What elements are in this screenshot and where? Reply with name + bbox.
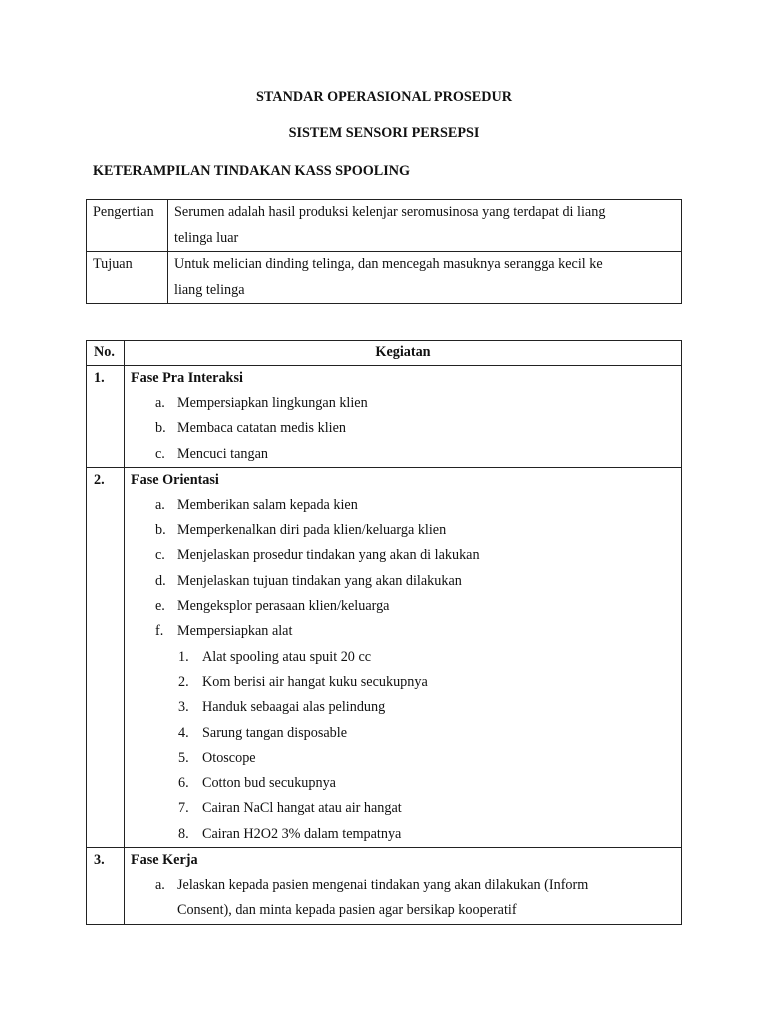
tool-marker: 2. xyxy=(178,673,189,690)
list-item xyxy=(131,493,681,518)
phase-number: 1. xyxy=(87,366,125,468)
list-marker: b. xyxy=(155,420,166,437)
tool-text: Sarung tangan disposable xyxy=(202,724,347,741)
list-text: Mencuci tangan xyxy=(177,445,268,462)
list-text: Jelaskan kepada pasien mengenai tindakan yang akan dilakukan (Inform xyxy=(177,877,589,894)
list-text: Mengeksplor perasaan klien/keluarga xyxy=(177,598,390,615)
info-value xyxy=(168,200,682,252)
list-item xyxy=(131,594,681,619)
procedure-row xyxy=(87,467,682,847)
tool-item xyxy=(131,746,681,771)
info-value xyxy=(168,252,682,304)
list-marker: c. xyxy=(155,547,165,564)
header-no: No. xyxy=(87,341,125,366)
info-line: telinga luar xyxy=(174,229,239,246)
list-item xyxy=(131,543,681,568)
list-marker: a. xyxy=(155,877,165,894)
tool-item xyxy=(131,822,681,847)
list-text: Membaca catatan medis klien xyxy=(177,420,346,437)
tool-marker: 5. xyxy=(178,749,189,766)
header-activity: Kegiatan xyxy=(125,341,682,366)
phase-title: Fase Kerja xyxy=(131,852,198,869)
tool-item xyxy=(131,695,681,720)
list-marker: c. xyxy=(155,445,165,462)
list-marker: b. xyxy=(155,522,166,539)
list-marker: a. xyxy=(155,395,165,411)
procedure-header-row xyxy=(87,341,682,366)
phase-body xyxy=(125,366,682,468)
list-marker: d. xyxy=(155,572,166,589)
list-text: Consent), dan minta kepada pasien agar bersikap kooperatif xyxy=(177,902,517,919)
list-text: Memberikan salam kepada kien xyxy=(177,496,358,513)
tool-item xyxy=(131,670,681,695)
tool-marker: 7. xyxy=(178,800,189,817)
info-table xyxy=(86,199,682,304)
tool-text: Alat spooling atau spuit 20 cc xyxy=(202,648,372,665)
tool-marker: 3. xyxy=(178,699,189,716)
procedure-table xyxy=(86,340,682,925)
tool-marker: 1. xyxy=(178,648,189,665)
procedure-row xyxy=(87,366,682,468)
document-subtitle: SISTEM SENSORI PERSEPSI xyxy=(288,125,480,141)
tool-text: Kom berisi air hangat kuku secukupnya xyxy=(202,673,428,690)
tool-item xyxy=(131,721,681,746)
info-label: Tujuan xyxy=(87,252,168,304)
section-heading: KETERAMPILAN TINDAKAN KASS SPOOLING xyxy=(93,163,411,179)
list-item-continuation xyxy=(131,898,681,923)
tool-item xyxy=(131,771,681,796)
list-text: Mempersiapkan lingkungan klien xyxy=(177,395,368,411)
list-text: Mempersiapkan alat xyxy=(177,623,293,640)
info-line: Serumen adalah hasil produksi kelenjar seromusinosa yang terdapat di liang xyxy=(174,204,606,220)
phase-number: 2. xyxy=(87,467,125,847)
document-title: STANDAR OPERASIONAL PROSEDUR xyxy=(256,89,512,105)
phase-title: Fase Orientasi xyxy=(131,471,219,488)
list-item xyxy=(131,873,681,898)
list-item xyxy=(131,442,681,467)
list-marker: f. xyxy=(155,623,164,640)
info-line: liang telinga xyxy=(174,281,245,298)
list-marker: a. xyxy=(155,496,165,513)
tool-text: Cairan NaCl hangat atau air hangat xyxy=(202,800,402,817)
info-row-tujuan xyxy=(87,252,682,304)
list-marker: e. xyxy=(155,598,165,615)
list-item xyxy=(131,391,681,416)
tool-marker: 4. xyxy=(178,724,189,741)
tool-text: Cairan H2O2 3% dalam tempatnya xyxy=(202,825,402,842)
tool-text: Otoscope xyxy=(202,749,256,766)
info-row-pengertian xyxy=(87,200,682,252)
phase-title: Fase Pra Interaksi xyxy=(131,370,243,386)
list-item xyxy=(131,619,681,644)
tool-item xyxy=(131,645,681,670)
list-text: Memperkenalkan diri pada klien/keluarga klien xyxy=(177,522,447,539)
info-label: Pengertian xyxy=(87,200,168,252)
tool-marker: 6. xyxy=(178,775,189,792)
phase-body xyxy=(125,467,682,847)
list-text: Menjelaskan prosedur tindakan yang akan di lakukan xyxy=(177,547,480,564)
list-text: Menjelaskan tujuan tindakan yang akan dilakukan xyxy=(177,572,462,589)
info-line: Untuk melician dinding telinga, dan mencegah masuknya serangga kecil ke xyxy=(174,256,603,272)
procedure-row xyxy=(87,848,682,925)
phase-body xyxy=(125,848,682,925)
tool-marker: 8. xyxy=(178,825,189,842)
list-item xyxy=(131,569,681,594)
phase-number: 3. xyxy=(87,848,125,925)
tool-text: Handuk sebaagai alas pelindung xyxy=(202,699,386,716)
list-item xyxy=(131,518,681,543)
tool-item xyxy=(131,796,681,821)
tool-text: Cotton bud secukupnya xyxy=(202,775,336,792)
list-item xyxy=(131,416,681,441)
